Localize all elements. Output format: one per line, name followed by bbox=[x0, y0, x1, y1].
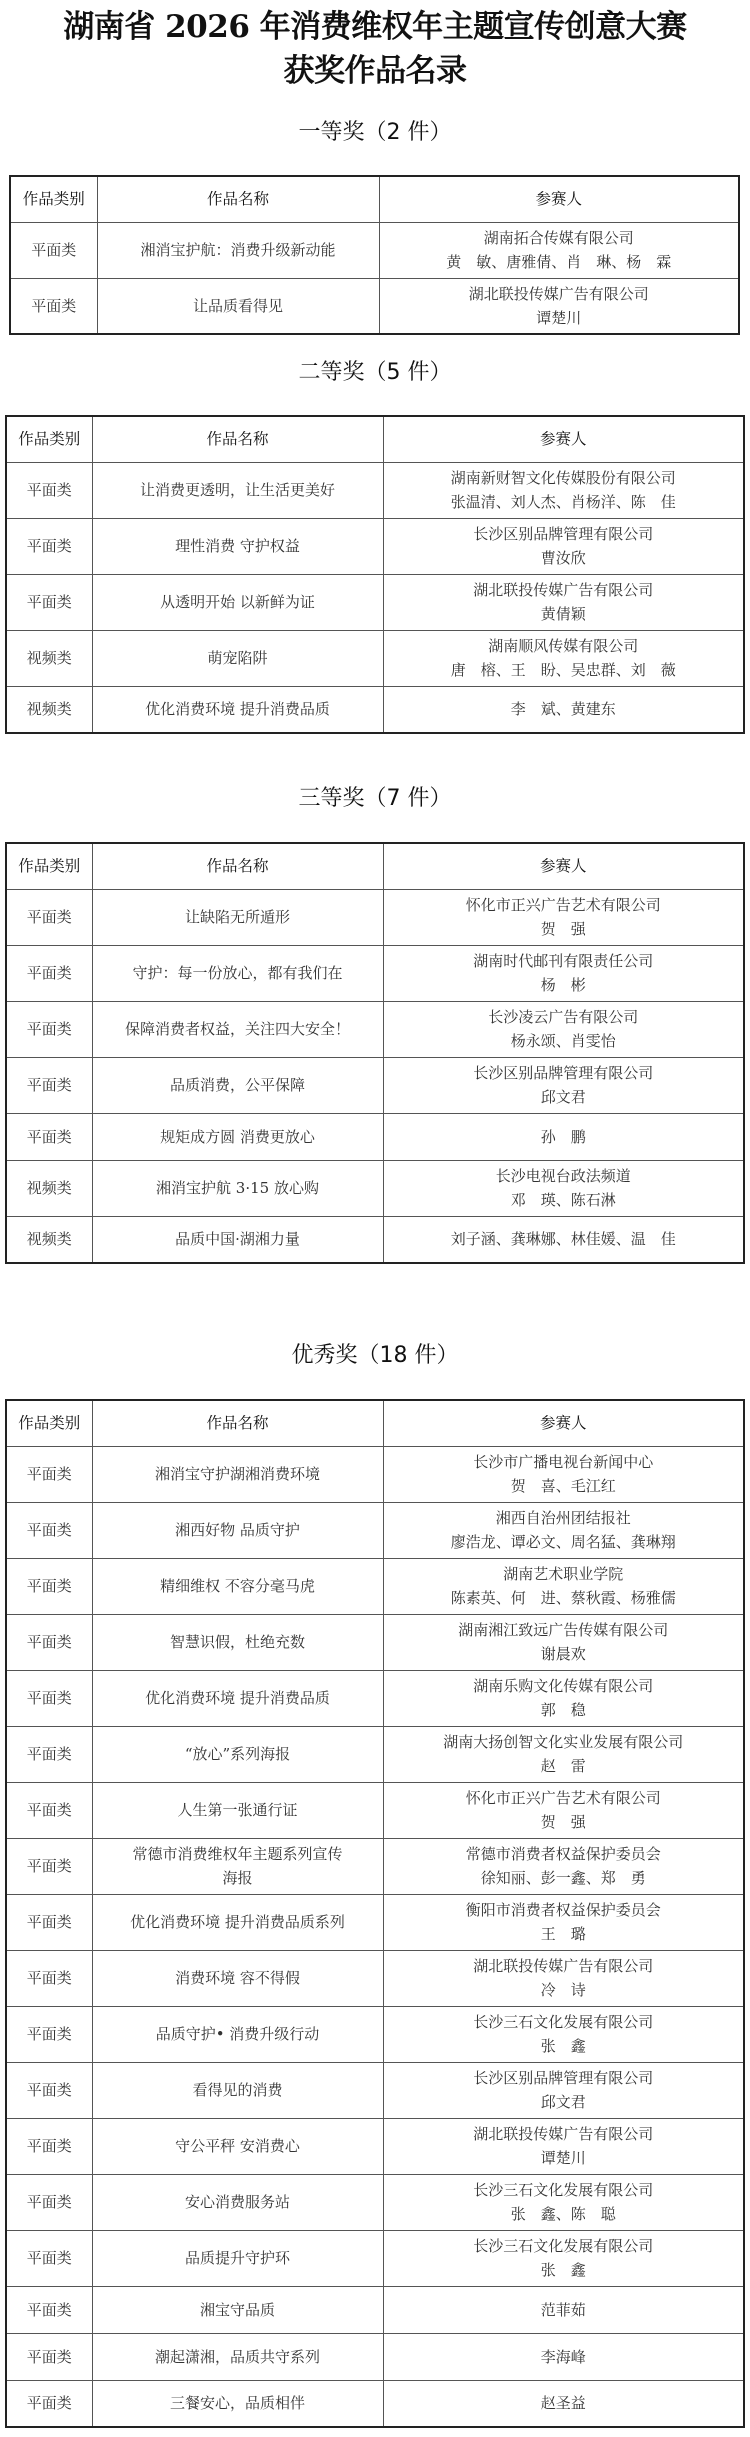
organization: 长沙电视台政法频道 bbox=[495, 1167, 631, 1185]
participant-names: 孙 鹏 bbox=[540, 1127, 586, 1146]
section-heading-first-prize: 一等奖（2 件） bbox=[298, 120, 452, 145]
category-cell: 平面类 bbox=[6, 1950, 92, 2006]
table-row bbox=[6, 1950, 744, 2006]
work-title-cell: 湘西好物 品质守护 bbox=[92, 1502, 383, 1558]
work-title-line2: 海报 bbox=[222, 1869, 253, 1887]
organization: 怀化市正兴广告艺术有限公司 bbox=[465, 896, 661, 914]
organization: 常德市消费者权益保护委员会 bbox=[465, 1845, 661, 1863]
participant-names: 赵 雷 bbox=[540, 1757, 586, 1775]
work-title-cell: 保障消费者权益，关注四大安全！ bbox=[92, 1001, 383, 1057]
table-row bbox=[6, 1614, 744, 1670]
table-row bbox=[6, 574, 744, 630]
column-header-work: 作品名称 bbox=[92, 1400, 383, 1446]
work-title-cell: 守公平秤 安消费心 bbox=[92, 2118, 383, 2174]
table-row bbox=[6, 2286, 744, 2333]
work-title-cell: 看得见的消费 bbox=[92, 2062, 383, 2118]
participants-cell bbox=[383, 2380, 744, 2427]
participant-names: 黄倩颖 bbox=[540, 605, 586, 623]
category-cell: 平面类 bbox=[6, 574, 92, 630]
table-row bbox=[6, 2380, 744, 2427]
organization: 湖南大扬创智文化实业发展有限公司 bbox=[443, 1733, 684, 1751]
category-cell: 平面类 bbox=[6, 2062, 92, 2118]
category-cell: 平面类 bbox=[6, 1057, 92, 1113]
organization: 湖南顺风传媒有限公司 bbox=[488, 637, 639, 655]
work-title-cell: 让消费更透明，让生活更美好 bbox=[92, 462, 383, 518]
participant-names: 谢晨欢 bbox=[540, 1645, 586, 1663]
participant-names: 郭 稳 bbox=[540, 1701, 586, 1719]
participants-cell bbox=[383, 2286, 744, 2333]
category-cell: 平面类 bbox=[6, 1502, 92, 1558]
organization: 怀化市正兴广告艺术有限公司 bbox=[465, 1789, 661, 1807]
work-title-cell: 优化消费环境 提升消费品质系列 bbox=[92, 1894, 383, 1950]
work-title-cell: 人生第一张通行证 bbox=[92, 1782, 383, 1838]
work-title-cell: 品质中国·湖湘力量 bbox=[92, 1216, 383, 1263]
organization: 长沙市广播电视台新闻中心 bbox=[473, 1453, 654, 1471]
organization: 湖北联投传媒广告有限公司 bbox=[473, 1957, 654, 1975]
participant-names: 贺 强 bbox=[540, 1813, 586, 1831]
table-excellence-award bbox=[5, 1399, 745, 2428]
table-row bbox=[6, 1502, 744, 1558]
category-cell: 平面类 bbox=[6, 2006, 92, 2062]
table-header-row bbox=[6, 843, 744, 889]
category-cell: 平面类 bbox=[6, 2286, 92, 2333]
category-cell: 平面类 bbox=[6, 518, 92, 574]
participant-names: 李海峰 bbox=[540, 2347, 586, 2366]
section-heading-third-prize: 三等奖（7 件） bbox=[298, 786, 452, 811]
participants-cell bbox=[383, 518, 744, 574]
table-header-row bbox=[6, 416, 744, 462]
organization: 湖南艺术职业学院 bbox=[503, 1565, 624, 1583]
category-cell: 平面类 bbox=[6, 1614, 92, 1670]
table-row bbox=[6, 1894, 744, 1950]
participant-names: 邱文君 bbox=[540, 1088, 586, 1106]
work-title-cell: 萌宠陷阱 bbox=[92, 630, 383, 686]
participants-cell bbox=[383, 1057, 744, 1113]
participants-cell bbox=[383, 630, 744, 686]
table-row bbox=[6, 1782, 744, 1838]
table-first-prize bbox=[9, 175, 740, 335]
participants-cell bbox=[383, 1216, 744, 1263]
participants-cell bbox=[383, 462, 744, 518]
participants-cell bbox=[383, 1446, 744, 1502]
table-row bbox=[6, 462, 744, 518]
organization: 湖北联投传媒广告有限公司 bbox=[473, 2125, 654, 2143]
column-header-work: 作品名称 bbox=[92, 416, 383, 462]
category-cell: 平面类 bbox=[6, 1113, 92, 1160]
organization: 湘西自治州团结报社 bbox=[495, 1509, 631, 1527]
table-row bbox=[6, 2062, 744, 2118]
column-header-work: 作品名称 bbox=[92, 843, 383, 889]
category-cell: 平面类 bbox=[6, 2230, 92, 2286]
organization: 长沙区别品牌管理有限公司 bbox=[473, 2069, 654, 2087]
participants-cell bbox=[383, 2118, 744, 2174]
participants-cell bbox=[383, 1558, 744, 1614]
work-title-cell: 理性消费 守护权益 bbox=[92, 518, 383, 574]
organization: 湖南乐购文化传媒有限公司 bbox=[473, 1677, 654, 1695]
column-header-participants: 参赛人 bbox=[383, 1400, 744, 1446]
category-cell: 平面类 bbox=[6, 462, 92, 518]
table-row bbox=[10, 278, 739, 334]
participants-cell bbox=[383, 1894, 744, 1950]
participant-names: 邱文君 bbox=[540, 2093, 586, 2111]
work-title-cell: 品质消费，公平保障 bbox=[92, 1057, 383, 1113]
table-row bbox=[10, 222, 739, 278]
participants-cell bbox=[379, 278, 739, 334]
section-heading-excellence-award: 优秀奖（18 件） bbox=[291, 1343, 459, 1368]
table-row bbox=[6, 889, 744, 945]
category-cell: 平面类 bbox=[6, 945, 92, 1001]
participants-cell bbox=[383, 686, 744, 733]
organization: 湖南新财智文化传媒股份有限公司 bbox=[450, 469, 676, 487]
participants-cell bbox=[383, 2062, 744, 2118]
participants-cell bbox=[383, 1838, 744, 1894]
category-cell: 平面类 bbox=[6, 1446, 92, 1502]
work-title-cell: 守护：每一份放心，都有我们在 bbox=[92, 945, 383, 1001]
work-title-cell: 从透明开始 以新鲜为证 bbox=[92, 574, 383, 630]
participant-names: 廖浩龙、谭必文、周名猛、龚琳翔 bbox=[450, 1533, 676, 1551]
participant-names: 贺 喜、毛江红 bbox=[510, 1477, 616, 1495]
organization: 湖北联投传媒广告有限公司 bbox=[468, 284, 649, 303]
column-header-category: 作品类别 bbox=[10, 176, 97, 222]
work-title-cell: 湘宝守品质 bbox=[92, 2286, 383, 2333]
table-row bbox=[6, 2333, 744, 2380]
organization: 衡阳市消费者权益保护委员会 bbox=[465, 1901, 661, 1919]
table-row bbox=[6, 1838, 744, 1894]
column-header-category: 作品类别 bbox=[6, 843, 92, 889]
column-header-work: 作品名称 bbox=[97, 176, 379, 222]
participant-names: 谭楚川 bbox=[540, 2149, 586, 2167]
section-heading-second-prize: 二等奖（5 件） bbox=[298, 360, 452, 385]
participant-names: 王 璐 bbox=[540, 1925, 586, 1943]
participants-cell bbox=[383, 1113, 744, 1160]
participants-cell bbox=[383, 945, 744, 1001]
organization: 长沙三石文化发展有限公司 bbox=[473, 2237, 654, 2255]
participant-names: 黄 敏、唐雅倩、肖 琳、杨 霖 bbox=[446, 253, 672, 271]
table-row bbox=[6, 2174, 744, 2230]
category-cell: 平面类 bbox=[6, 1001, 92, 1057]
work-title-cell: 智慧识假，杜绝充数 bbox=[92, 1614, 383, 1670]
table-row bbox=[6, 1670, 744, 1726]
participants-cell bbox=[383, 2230, 744, 2286]
table-row bbox=[6, 630, 744, 686]
category-cell: 平面类 bbox=[6, 2174, 92, 2230]
participants-cell bbox=[383, 1782, 744, 1838]
table-third-prize bbox=[5, 842, 745, 1264]
participant-names: 杨 彬 bbox=[540, 976, 586, 994]
participants-cell bbox=[383, 2174, 744, 2230]
table-row bbox=[6, 1160, 744, 1216]
category-cell: 平面类 bbox=[6, 889, 92, 945]
work-title-cell: 品质守护• 消费升级行动 bbox=[92, 2006, 383, 2062]
table-row bbox=[6, 1558, 744, 1614]
work-title-cell: 优化消费环境 提升消费品质 bbox=[92, 1670, 383, 1726]
work-title-cell: “放心”系列海报 bbox=[92, 1726, 383, 1782]
participants-cell bbox=[383, 2333, 744, 2380]
column-header-participants: 参赛人 bbox=[383, 416, 744, 462]
participants-cell bbox=[383, 889, 744, 945]
table-row bbox=[6, 2006, 744, 2062]
category-cell: 视频类 bbox=[6, 1160, 92, 1216]
column-header-participants: 参赛人 bbox=[383, 843, 744, 889]
participant-names: 李 斌、黄建东 bbox=[510, 700, 616, 719]
work-title-cell: 品质提升守护环 bbox=[92, 2230, 383, 2286]
participant-names: 冷 诗 bbox=[540, 1981, 586, 1999]
category-cell: 视频类 bbox=[6, 630, 92, 686]
participants-cell bbox=[383, 1614, 744, 1670]
participant-names: 范菲茹 bbox=[540, 2300, 586, 2319]
category-cell: 平面类 bbox=[10, 222, 97, 278]
category-cell: 平面类 bbox=[6, 1726, 92, 1782]
work-title-cell: 精细维权 不容分毫马虎 bbox=[92, 1558, 383, 1614]
work-title-cell: 优化消费环境 提升消费品质 bbox=[92, 686, 383, 733]
table-row bbox=[6, 686, 744, 733]
table-row bbox=[6, 2230, 744, 2286]
participants-cell bbox=[383, 1502, 744, 1558]
category-cell: 平面类 bbox=[6, 1838, 92, 1894]
category-cell: 平面类 bbox=[6, 1558, 92, 1614]
work-title-cell: 规矩成方圆 消费更放心 bbox=[92, 1113, 383, 1160]
participants-cell bbox=[383, 574, 744, 630]
work-title-cell: 让品质看得见 bbox=[97, 278, 379, 334]
work-title-cell bbox=[92, 1838, 383, 1894]
organization: 长沙三石文化发展有限公司 bbox=[473, 2181, 654, 2199]
participant-names: 刘子涵、龚琳娜、林佳媛、温 佳 bbox=[450, 1230, 676, 1249]
organization: 湖南湘江致远广告传媒有限公司 bbox=[458, 1621, 669, 1639]
table-row bbox=[6, 2118, 744, 2174]
organization: 湖南拓合传媒有限公司 bbox=[483, 229, 634, 247]
work-title-cell: 潮起潇湘，品质共守系列 bbox=[92, 2333, 383, 2380]
participants-cell bbox=[379, 222, 739, 278]
table-row bbox=[6, 518, 744, 574]
table-row bbox=[6, 1216, 744, 1263]
participant-names: 张 鑫、陈 聪 bbox=[510, 2205, 616, 2223]
work-title-cell: 湘消宝护航：消费升级新动能 bbox=[97, 222, 379, 278]
table-row bbox=[6, 1057, 744, 1113]
work-title-cell: 安心消费服务站 bbox=[92, 2174, 383, 2230]
organization: 长沙三石文化发展有限公司 bbox=[473, 2013, 654, 2031]
column-header-category: 作品类别 bbox=[6, 1400, 92, 1446]
organization: 湖北联投传媒广告有限公司 bbox=[473, 581, 654, 599]
work-title-cell: 消费环境 容不得假 bbox=[92, 1950, 383, 2006]
category-cell: 平面类 bbox=[6, 1894, 92, 1950]
category-cell: 平面类 bbox=[6, 2380, 92, 2427]
document-title-line1: 湖南省 2026 年消费维权年主题宣传创意大赛 bbox=[63, 9, 687, 45]
participant-names: 赵圣益 bbox=[540, 2394, 586, 2413]
table-row bbox=[6, 1001, 744, 1057]
participant-names: 杨永颂、肖雯怡 bbox=[510, 1032, 616, 1050]
participant-names: 陈素英、何 进、蔡秋霞、杨雅儒 bbox=[450, 1589, 676, 1607]
table-row bbox=[6, 945, 744, 1001]
participant-names: 张 鑫 bbox=[540, 2037, 586, 2055]
category-cell: 平面类 bbox=[6, 1782, 92, 1838]
table-header-row bbox=[10, 176, 739, 222]
participant-names: 唐 榕、王 盼、吴忠群、刘 薇 bbox=[450, 661, 676, 679]
participant-names: 贺 强 bbox=[540, 920, 586, 938]
participants-cell bbox=[383, 1160, 744, 1216]
category-cell: 平面类 bbox=[6, 1670, 92, 1726]
table-row bbox=[6, 1726, 744, 1782]
work-title-line1: 常德市消费维权年主题系列宣传 bbox=[132, 1845, 343, 1863]
table-header-row bbox=[6, 1400, 744, 1446]
participants-cell bbox=[383, 2006, 744, 2062]
table-row bbox=[6, 1446, 744, 1502]
participant-names: 邓 瑛、陈石淋 bbox=[510, 1191, 616, 1209]
participant-names: 张 鑫 bbox=[540, 2261, 586, 2279]
column-header-participants: 参赛人 bbox=[379, 176, 739, 222]
category-cell: 视频类 bbox=[6, 1216, 92, 1263]
participants-cell bbox=[383, 1726, 744, 1782]
document-title-line2: 获奖作品名录 bbox=[283, 53, 467, 89]
category-cell: 平面类 bbox=[6, 2118, 92, 2174]
work-title-cell: 让缺陷无所遁形 bbox=[92, 889, 383, 945]
organization: 长沙区别品牌管理有限公司 bbox=[473, 525, 654, 543]
participant-names: 徐知丽、彭一鑫、郑 勇 bbox=[480, 1869, 646, 1887]
participant-names: 曹汝欣 bbox=[540, 549, 586, 567]
table-second-prize bbox=[5, 415, 745, 734]
organization: 湖南时代邮刊有限责任公司 bbox=[473, 952, 654, 970]
participants-cell bbox=[383, 1001, 744, 1057]
participant-names: 张温清、刘人杰、肖杨洋、陈 佳 bbox=[450, 493, 676, 511]
work-title-cell: 湘消宝守护湖湘消费环境 bbox=[92, 1446, 383, 1502]
participants-cell bbox=[383, 1670, 744, 1726]
table-row bbox=[6, 1113, 744, 1160]
category-cell: 视频类 bbox=[6, 686, 92, 733]
participants-cell bbox=[383, 1950, 744, 2006]
work-title-cell: 湘消宝护航 3·15 放心购 bbox=[92, 1160, 383, 1216]
participant-names: 谭楚川 bbox=[536, 308, 582, 327]
work-title-cell: 三餐安心，品质相伴 bbox=[92, 2380, 383, 2427]
organization: 长沙区别品牌管理有限公司 bbox=[473, 1064, 654, 1082]
column-header-category: 作品类别 bbox=[6, 416, 92, 462]
category-cell: 平面类 bbox=[10, 278, 97, 334]
category-cell: 平面类 bbox=[6, 2333, 92, 2380]
organization: 长沙凌云广告有限公司 bbox=[488, 1008, 639, 1026]
